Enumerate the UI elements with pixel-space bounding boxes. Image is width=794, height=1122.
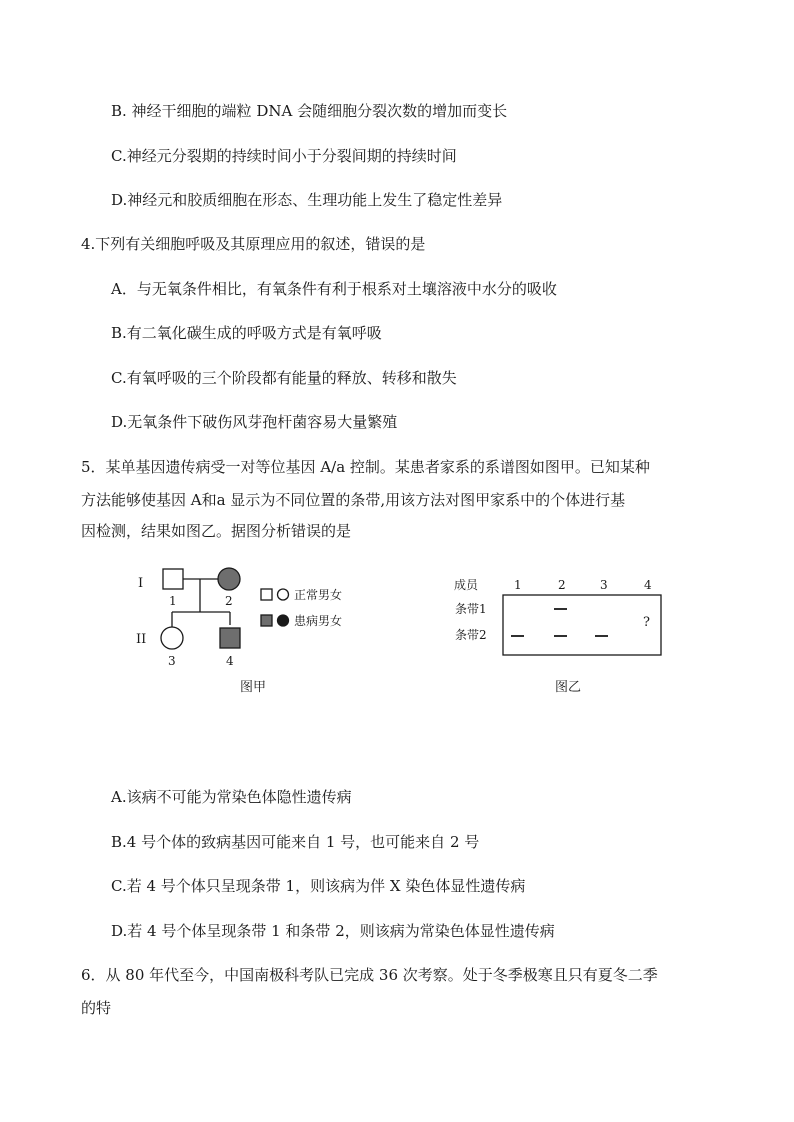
- gel-box: [503, 595, 661, 655]
- legend-affected-female-symbol: [278, 615, 289, 626]
- q5-option-d: D.若 4 号个体呈现条带 1 和条带 2，则该病为常染色体显性遗传病: [111, 922, 555, 940]
- pedigree-figure: [136, 568, 342, 695]
- individual-number-2: 2: [225, 594, 233, 608]
- q6-stem-line2: 的特: [81, 999, 112, 1017]
- individual-number-3: 3: [168, 654, 176, 668]
- individual-1-normal-male: [163, 569, 183, 589]
- member-column-2: 2: [558, 578, 566, 592]
- q5-option-a: A.该病不可能为常染色体隐性遗传病: [111, 788, 352, 806]
- legend-normal-label: 正常男女: [294, 588, 343, 602]
- band-figure: [454, 577, 661, 695]
- band-row-label-1: 条带1: [455, 602, 487, 616]
- individual-4-affected-male: [220, 628, 240, 648]
- member-column-1: 1: [514, 578, 522, 592]
- legend-affected-label: 患病男女: [294, 614, 343, 628]
- member-column-3: 3: [600, 578, 608, 592]
- q5-stem-line1: 5．某单基因遗传病受一对等位基因 A/a 控制。某患者家系的系谱图如图甲。已知某种: [81, 458, 650, 476]
- q4-option-b: B.有二氧化碳生成的呼吸方式是有氧呼吸: [111, 324, 382, 342]
- q3-option-b: B. 神经干细胞的端粒 DNA 会随细胞分裂次数的增加而变长: [111, 102, 508, 120]
- q6-stem-line1: 6．从 80 年代至今，中国南极科考队已完成 36 次考察。处于冬季极寒且只有夏冬二季: [81, 966, 658, 984]
- q5-option-b: B.4 号个体的致病基因可能来自 1 号，也可能来自 2 号: [111, 833, 480, 851]
- individual-number-4: 4: [226, 654, 234, 668]
- q5-stem-line3: 因检测，结果如图乙。据图分析错误的是: [81, 522, 352, 540]
- legend-normal-female-symbol: [278, 589, 289, 600]
- member-column-4: 4: [644, 578, 652, 592]
- q5-stem-line2: 方法能够使基因 A和a 显示为不同位置的条带,用该方法对图甲家系中的个体进行基: [81, 491, 626, 509]
- generation-label-1: I: [138, 576, 144, 591]
- generation-label-2: II: [136, 632, 147, 647]
- individual-3-normal-female: [161, 627, 183, 649]
- legend-affected-male-symbol: [261, 615, 272, 626]
- q3-option-c: C.神经元分裂期的持续时间小于分裂间期的持续时间: [111, 147, 457, 165]
- q5-option-c: C.若 4 号个体只呈现条带 1，则该病为伴 X 染色体显性遗传病: [111, 877, 526, 895]
- figure-a-caption: 图甲: [240, 680, 267, 695]
- individual-2-affected-female: [218, 568, 240, 590]
- q4-option-c: C.有氧呼吸的三个阶段都有能量的释放、转移和散失: [111, 369, 457, 387]
- band-row-label-2: 条带2: [455, 628, 487, 642]
- q4-option-a: A．与无氧条件相比，有氧条件有利于根系对土壤溶液中水分的吸收: [111, 280, 557, 298]
- legend-normal-male-symbol: [261, 589, 272, 600]
- q3-option-d: D.神经元和胶质细胞在形态、生理功能上发生了稳定性差异: [111, 191, 503, 209]
- q4-option-d: D.无氧条件下破伤风芽孢杆菌容易大量繁殖: [111, 413, 398, 431]
- individual-number-1: 1: [169, 594, 177, 608]
- member-header: 成员: [454, 578, 479, 592]
- figure-b-caption: 图乙: [555, 680, 582, 695]
- unknown-band-mark: ?: [643, 615, 650, 630]
- q4-stem: 4.下列有关细胞呼吸及其原理应用的叙述，错误的是: [81, 235, 426, 253]
